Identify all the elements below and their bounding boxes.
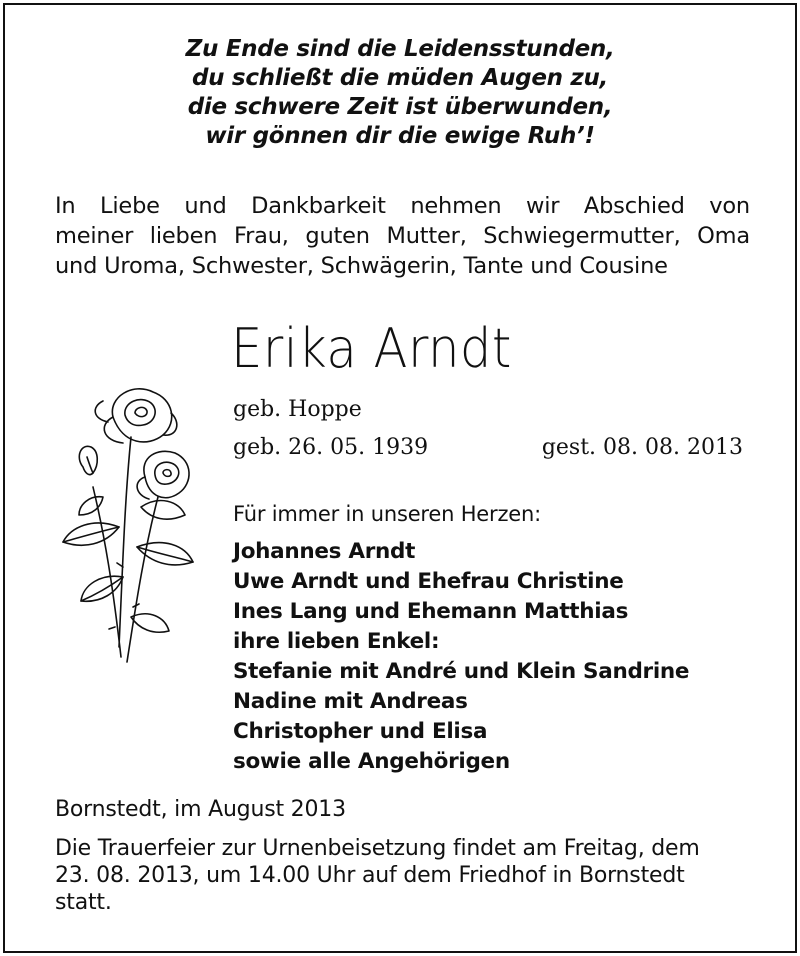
service-line: Die Trauerfeier zur Urnenbeisetzung findet am Freitag, dem <box>55 836 700 861</box>
mourner: Johannes Arndt <box>233 539 416 564</box>
service-line: 23. 08. 2013, um 14.00 Uhr auf dem Friedhof in Bornstedt <box>55 863 685 888</box>
mourner: sowie alle Angehörigen <box>233 749 510 774</box>
poem <box>5 35 795 151</box>
mourners-list <box>233 537 689 777</box>
mourner: Christopher und Elisa <box>233 719 488 744</box>
mourner: Uwe Arndt und Ehefrau Christine <box>233 569 624 594</box>
intro-text <box>55 191 750 281</box>
mourner: Nadine mit Andreas <box>233 689 468 714</box>
mourner: Stefanie mit André und Klein Sandrine <box>233 659 690 684</box>
deceased-name: Erika Arndt <box>231 317 512 380</box>
mourner: Ines Lang und Ehemann Matthias <box>233 599 629 624</box>
service-line: statt. <box>55 890 112 915</box>
birth-date: geb. 26. 05. 1939 <box>233 435 429 460</box>
place-date: Bornstedt, im August 2013 <box>55 797 346 822</box>
intro-line: In Liebe und Dankbarkeit nehmen wir Abschied von <box>55 193 750 219</box>
mourner: ihre lieben Enkel: <box>233 629 440 654</box>
intro-line: und Uroma, Schwester, Schwägerin, Tante und Cousine <box>55 253 668 279</box>
poem-line: du schließt die müden Augen zu, <box>191 65 608 91</box>
rose-icon <box>53 377 203 677</box>
death-date: gest. 08. 08. 2013 <box>541 435 743 460</box>
maiden-name: geb. Hoppe <box>233 397 362 422</box>
service-info <box>55 835 750 916</box>
intro-line: meiner lieben Frau, guten Mutter, Schwiegermutter, Oma <box>55 223 750 249</box>
poem-line: die schwere Zeit ist überwunden, <box>187 94 613 120</box>
poem-line: wir gönnen dir die ewige Ruh’! <box>205 123 595 149</box>
poem-line: Zu Ende sind die Leidensstunden, <box>185 36 615 62</box>
forever-line: Für immer in unseren Herzen: <box>233 502 541 526</box>
obituary-notice <box>3 3 797 953</box>
